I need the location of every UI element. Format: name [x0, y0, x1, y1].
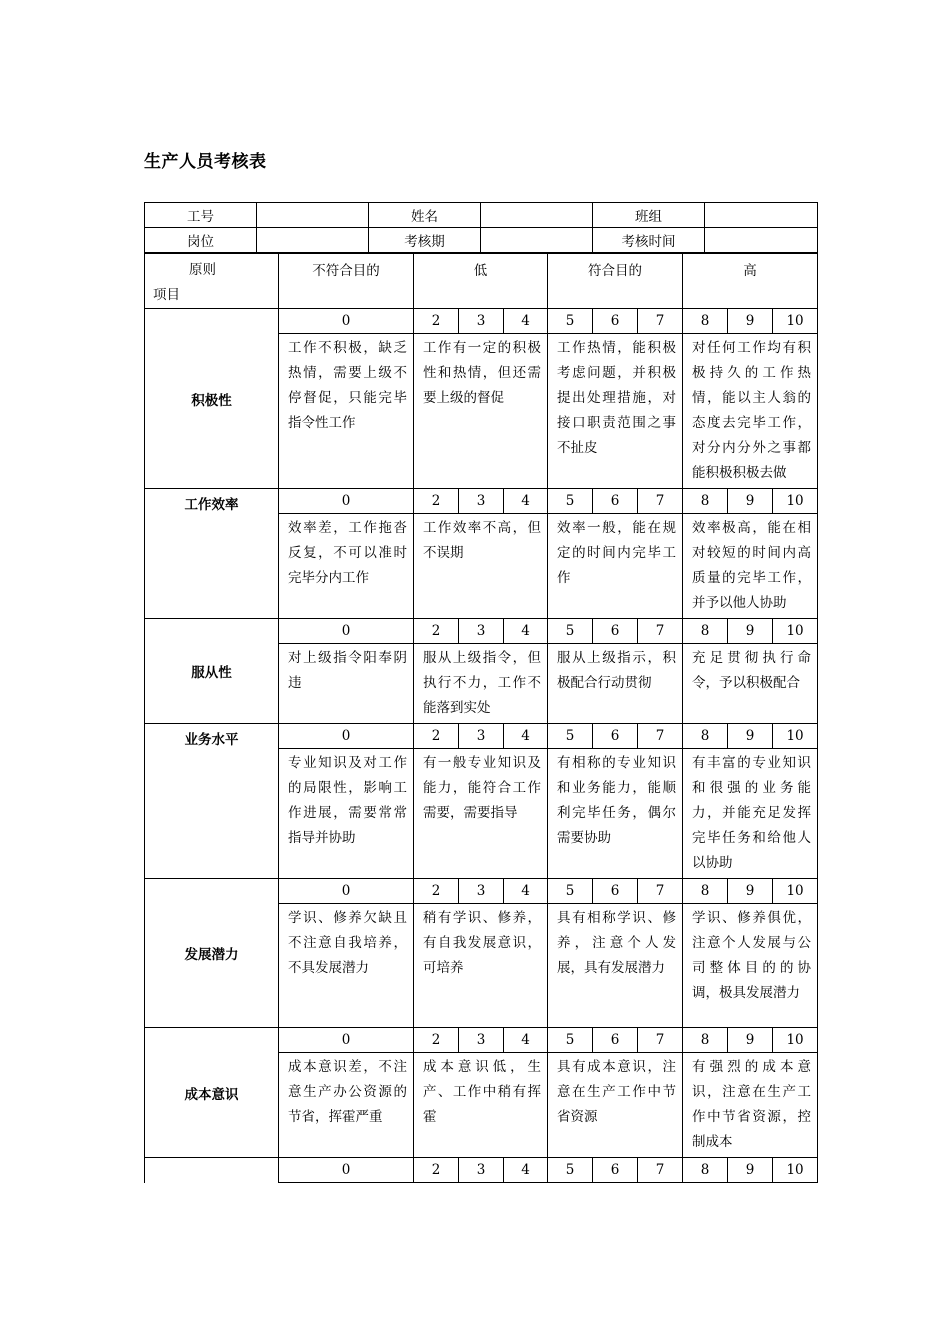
score-cell[interactable]: 10 [773, 724, 818, 749]
score-cell[interactable]: 2 [414, 1028, 459, 1053]
criteria-description: 稍有学识、修养，有自我发展意识，可培养 [414, 904, 548, 1028]
label-team: 班组 [593, 203, 705, 228]
score-cell[interactable]: 5 [548, 1158, 593, 1183]
score-cell[interactable]: 5 [548, 489, 593, 514]
score-cell[interactable]: 0 [279, 309, 414, 334]
score-cell[interactable]: 5 [548, 309, 593, 334]
field-review-period[interactable] [481, 228, 593, 253]
score-cell[interactable]: 9 [728, 1158, 773, 1183]
label-review-time: 考核时间 [593, 228, 705, 253]
score-cell[interactable]: 4 [504, 879, 548, 904]
label-name: 姓名 [369, 203, 481, 228]
criteria-description: 效率极高，能在相对较短的时间内高质量的完毕工作，并予以他人协助 [683, 514, 818, 619]
score-cell[interactable]: 4 [504, 309, 548, 334]
scale-level-row [145, 254, 818, 309]
score-cell[interactable]: 6 [593, 724, 638, 749]
score-cell[interactable]: 6 [593, 1028, 638, 1053]
score-cell[interactable]: 4 [504, 724, 548, 749]
score-cell[interactable]: 10 [773, 309, 818, 334]
score-cell[interactable]: 8 [683, 489, 728, 514]
score-cell[interactable]: 4 [504, 489, 548, 514]
criteria-description: 有相称的专业知识和业务能力，能顺利完毕任务，偶尔需要协助 [548, 749, 683, 879]
score-row [145, 724, 818, 749]
criteria-description: 有丰富的专业知识和很强的业务能力，并能充足发挥完毕任务和给他人以协助 [683, 749, 818, 879]
criteria-description: 成本意识差，不注意生产办公资源的节省，挥霍严重 [279, 1053, 414, 1158]
score-cell[interactable]: 5 [548, 1028, 593, 1053]
score-row [145, 1028, 818, 1053]
score-cell[interactable]: 7 [638, 879, 683, 904]
score-row [145, 489, 818, 514]
criteria-description: 效率差，工作拖沓反复，不可以准时完毕分内工作 [279, 514, 414, 619]
level-conforming: 符合目的 [548, 254, 683, 309]
score-cell[interactable]: 2 [414, 309, 459, 334]
score-cell[interactable]: 2 [414, 619, 459, 644]
item-name: 工作效率 [145, 489, 279, 619]
score-cell[interactable]: 0 [279, 724, 414, 749]
score-cell[interactable]: 3 [459, 489, 504, 514]
label-position: 岗位 [145, 228, 257, 253]
score-cell[interactable]: 7 [638, 309, 683, 334]
score-cell[interactable]: 3 [459, 309, 504, 334]
criteria-description: 工作热情，能积极考虑问题，并积极提出处理措施，对接口职责范围之事不扯皮 [548, 334, 683, 489]
item-name: 积极性 [145, 309, 279, 489]
level-low: 低 [414, 254, 548, 309]
field-name[interactable] [481, 203, 593, 228]
score-cell[interactable]: 10 [773, 879, 818, 904]
item-name: 服从性 [145, 619, 279, 724]
corner-principle: 原则 [189, 262, 216, 278]
score-cell[interactable]: 5 [548, 879, 593, 904]
score-cell[interactable]: 6 [593, 489, 638, 514]
criteria-description: 具有相称学识、修养，注意个人发展，具有发展潜力 [548, 904, 683, 1028]
field-review-time[interactable] [705, 228, 818, 253]
label-employee-id: 工号 [145, 203, 257, 228]
score-cell[interactable]: 0 [279, 1028, 414, 1053]
score-cell[interactable]: 9 [728, 879, 773, 904]
score-cell[interactable]: 7 [638, 619, 683, 644]
score-cell[interactable]: 4 [504, 1158, 548, 1183]
score-cell[interactable]: 3 [459, 1028, 504, 1053]
score-cell[interactable]: 9 [728, 489, 773, 514]
score-cell[interactable]: 2 [414, 489, 459, 514]
item-name-continued [145, 1158, 279, 1183]
criteria-description: 工作有一定的积极性和热情，但还需要上级的督促 [414, 334, 548, 489]
field-position[interactable] [257, 228, 369, 253]
assessment-table [144, 253, 818, 1183]
criteria-description: 学识、修养欠缺且不注意自我培养，不具发展潜力 [279, 904, 414, 1028]
score-cell[interactable]: 8 [683, 1028, 728, 1053]
page-title: 生产人员考核表 [144, 152, 267, 172]
info-header-table [144, 202, 818, 253]
score-cell[interactable]: 2 [414, 724, 459, 749]
score-cell[interactable]: 9 [728, 724, 773, 749]
score-cell[interactable]: 8 [683, 309, 728, 334]
corner-item: 项目 [153, 287, 180, 303]
header-row-2 [145, 228, 818, 253]
score-cell[interactable]: 0 [279, 879, 414, 904]
criteria-description: 服从上级指令，但执行不力，工作不能落到实处 [414, 644, 548, 724]
criteria-description: 成本意识低，生产、工作中稍有挥霍 [414, 1053, 548, 1158]
field-employee-id[interactable] [257, 203, 369, 228]
score-cell[interactable]: 7 [638, 724, 683, 749]
score-row [145, 309, 818, 334]
level-nonconforming: 不符合目的 [279, 254, 414, 309]
header-row-1 [145, 203, 818, 228]
score-cell[interactable]: 3 [459, 619, 504, 644]
item-name: 发展潜力 [145, 879, 279, 1028]
score-cell[interactable]: 7 [638, 1158, 683, 1183]
criteria-description: 专业知识及对工作的局限性，影响工作进展，需要常常指导并协助 [279, 749, 414, 879]
score-cell[interactable]: 6 [593, 1158, 638, 1183]
score-cell[interactable]: 8 [683, 879, 728, 904]
criteria-description: 服从上级指示，积极配合行动贯彻 [548, 644, 683, 724]
score-cell[interactable]: 7 [638, 489, 683, 514]
score-cell[interactable]: 4 [504, 1028, 548, 1053]
score-cell[interactable]: 0 [279, 619, 414, 644]
label-review-period: 考核期 [369, 228, 481, 253]
score-cell[interactable]: 2 [414, 879, 459, 904]
score-cell[interactable]: 8 [683, 1158, 728, 1183]
score-cell[interactable]: 0 [279, 489, 414, 514]
criteria-description: 具有成本意识，注意在生产工作中节省资源 [548, 1053, 683, 1158]
criteria-description: 学识、修养俱优，注意个人发展与公司整体目的的协调，极具发展潜力 [683, 904, 818, 1028]
score-cell[interactable]: 10 [773, 489, 818, 514]
criteria-description: 工作不积极，缺乏热情，需要上级不停督促，只能完毕指令性工作 [279, 334, 414, 489]
score-cell[interactable]: 9 [728, 309, 773, 334]
corner-cell [145, 254, 279, 309]
score-cell[interactable]: 6 [593, 879, 638, 904]
score-cell[interactable]: 9 [728, 619, 773, 644]
criteria-description: 有强烈的成本意识，注意在生产工作中节省资源，控制成本 [683, 1053, 818, 1158]
score-cell[interactable]: 10 [773, 619, 818, 644]
score-cell[interactable]: 5 [548, 724, 593, 749]
level-high: 高 [683, 254, 818, 309]
score-cell[interactable]: 5 [548, 619, 593, 644]
score-cell[interactable]: 6 [593, 309, 638, 334]
score-cell[interactable]: 6 [593, 619, 638, 644]
score-cell[interactable]: 10 [773, 1158, 818, 1183]
score-cell[interactable]: 8 [683, 619, 728, 644]
score-cell[interactable]: 4 [504, 619, 548, 644]
field-team[interactable] [705, 203, 818, 228]
score-cell[interactable]: 7 [638, 1028, 683, 1053]
criteria-description: 对任何工作均有积极持久的工作热情，能以主人翁的态度去完毕工作，对分内分外之事都能积极积极去做 [683, 334, 818, 489]
score-cell[interactable]: 8 [683, 724, 728, 749]
score-row [145, 879, 818, 904]
score-cell[interactable]: 2 [414, 1158, 459, 1183]
score-cell[interactable]: 3 [459, 1158, 504, 1183]
score-row [145, 1158, 818, 1183]
criteria-description: 效率一般，能在规定的时间内完毕工作 [548, 514, 683, 619]
score-cell[interactable]: 0 [279, 1158, 414, 1183]
score-cell[interactable]: 9 [728, 1028, 773, 1053]
score-cell[interactable]: 10 [773, 1028, 818, 1053]
criteria-description: 工作效率不高，但不误期 [414, 514, 548, 619]
item-name: 业务水平 [145, 724, 279, 879]
criteria-description: 有一般专业知识及能力，能符合工作需要，需要指导 [414, 749, 548, 879]
score-row [145, 619, 818, 644]
score-cell[interactable]: 3 [459, 724, 504, 749]
criteria-description: 充足贯彻执行命令，予以积极配合 [683, 644, 818, 724]
criteria-description: 对上级指令阳奉阴违 [279, 644, 414, 724]
score-cell[interactable]: 3 [459, 879, 504, 904]
item-name: 成本意识 [145, 1028, 279, 1158]
